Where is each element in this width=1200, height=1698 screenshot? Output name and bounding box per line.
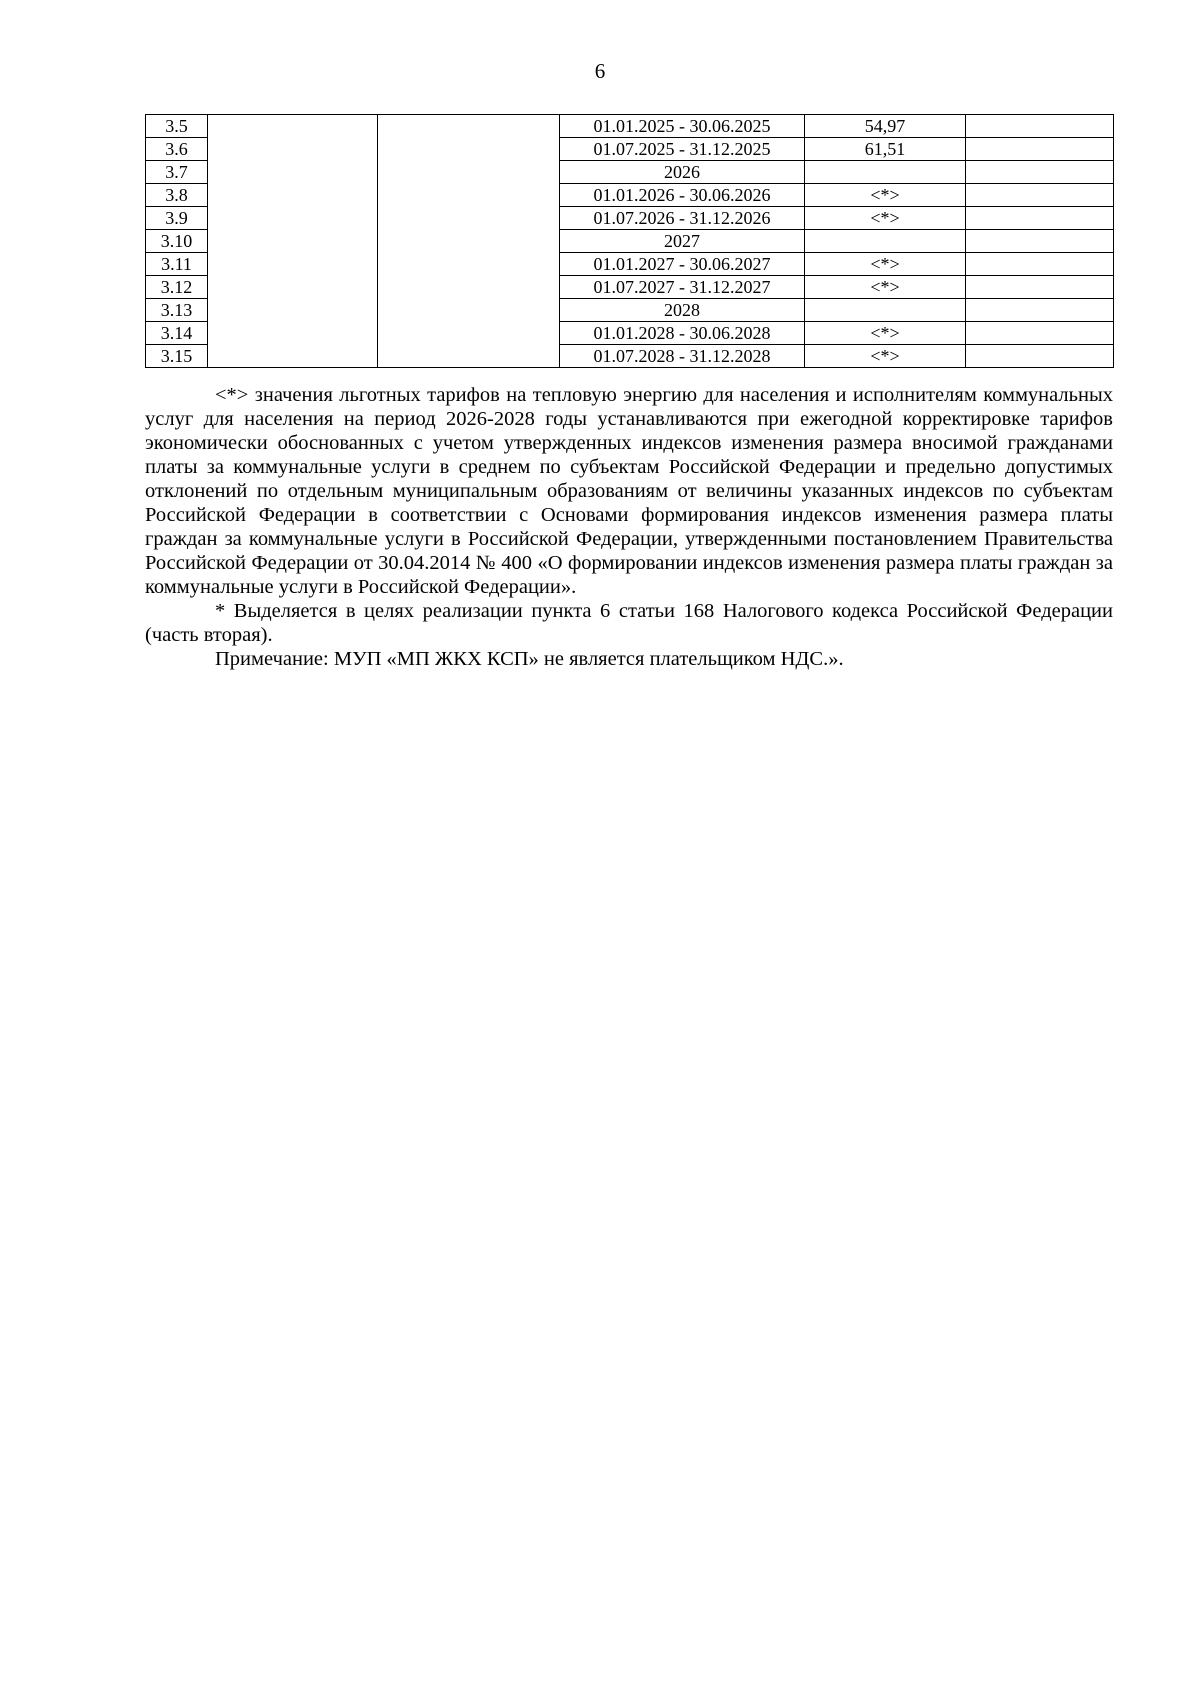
empty-merged-cell	[208, 115, 378, 368]
footnote-star-paragraph: <*> значения льготных тарифов на тепловую энергию для населения и исполнителям коммунальных услуг для населения на период 2026-2028 годы устанавливаются при ежегодной корректировке тарифов экономически обоснованных с учетом утвержденных индексов изменения размера вносимой гражданами платы за коммунальные услуги в среднем по субъектам Российской Федерации и предельно допустимых отклонений по отдельным муниципальным образованиям от величины указанных индексов по субъектам Российской Федерации в соответствии с Основами формирования индексов изменения размера платы граждан за коммунальные услуги в Российской Федерации, утвержденными постановлением Правительства Российской Федерации от 30.04.2014 № 400 «О формировании индексов изменения размера платы граждан за коммунальные услуги в Российской Федерации».	[145, 384, 1113, 598]
row-number-cell: 3.11	[146, 253, 208, 276]
footnote-asterisk-paragraph: * Выделяется в целях реализации пункта 6 статьи 168 Налогового кодекса Российской Федерации (часть вторая).	[145, 600, 1113, 646]
period-cell: 2028	[560, 299, 805, 322]
tariff-value-cell: <*>	[805, 322, 966, 345]
tariff-value-cell: 61,51	[805, 138, 966, 161]
period-cell: 2027	[560, 230, 805, 253]
extra-cell	[966, 345, 1114, 368]
period-cell: 01.07.2028 - 31.12.2028	[560, 345, 805, 368]
period-cell: 01.01.2028 - 30.06.2028	[560, 322, 805, 345]
period-cell: 2026	[560, 161, 805, 184]
extra-cell	[966, 115, 1114, 138]
period-cell: 01.01.2027 - 30.06.2027	[560, 253, 805, 276]
tariff-value-cell: 54,97	[805, 115, 966, 138]
extra-cell	[966, 138, 1114, 161]
tariff-value-cell: <*>	[805, 253, 966, 276]
notes-section	[145, 383, 1113, 671]
tariff-value-cell: <*>	[805, 345, 966, 368]
tariff-table	[145, 114, 1114, 368]
period-cell: 01.07.2026 - 31.12.2026	[560, 207, 805, 230]
period-cell: 01.01.2025 - 30.06.2025	[560, 115, 805, 138]
period-cell: 01.01.2026 - 30.06.2026	[560, 184, 805, 207]
extra-cell	[966, 184, 1114, 207]
row-number-cell: 3.14	[146, 322, 208, 345]
tariff-value-cell: <*>	[805, 276, 966, 299]
empty-merged-cell	[378, 115, 560, 368]
extra-cell	[966, 322, 1114, 345]
row-number-cell: 3.6	[146, 138, 208, 161]
row-number-cell: 3.12	[146, 276, 208, 299]
row-number-cell: 3.8	[146, 184, 208, 207]
tariff-value-cell	[805, 230, 966, 253]
tariff-value-cell: <*>	[805, 207, 966, 230]
remark-paragraph: Примечание: МУП «МП ЖКХ КСП» не является плательщиком НДС.».	[215, 648, 844, 670]
row-number-cell: 3.15	[146, 345, 208, 368]
extra-cell	[966, 207, 1114, 230]
extra-cell	[966, 161, 1114, 184]
extra-cell	[966, 276, 1114, 299]
extra-cell	[966, 230, 1114, 253]
extra-cell	[966, 299, 1114, 322]
table-row	[146, 115, 1114, 138]
row-number-cell: 3.10	[146, 230, 208, 253]
tariff-value-cell	[805, 161, 966, 184]
page-number: 6	[594, 59, 606, 83]
row-number-cell: 3.9	[146, 207, 208, 230]
extra-cell	[966, 253, 1114, 276]
row-number-cell: 3.7	[146, 161, 208, 184]
tariff-value-cell: <*>	[805, 184, 966, 207]
row-number-cell: 3.5	[146, 115, 208, 138]
row-number-cell: 3.13	[146, 299, 208, 322]
period-cell: 01.07.2025 - 31.12.2025	[560, 138, 805, 161]
tariff-value-cell	[805, 299, 966, 322]
period-cell: 01.07.2027 - 31.12.2027	[560, 276, 805, 299]
